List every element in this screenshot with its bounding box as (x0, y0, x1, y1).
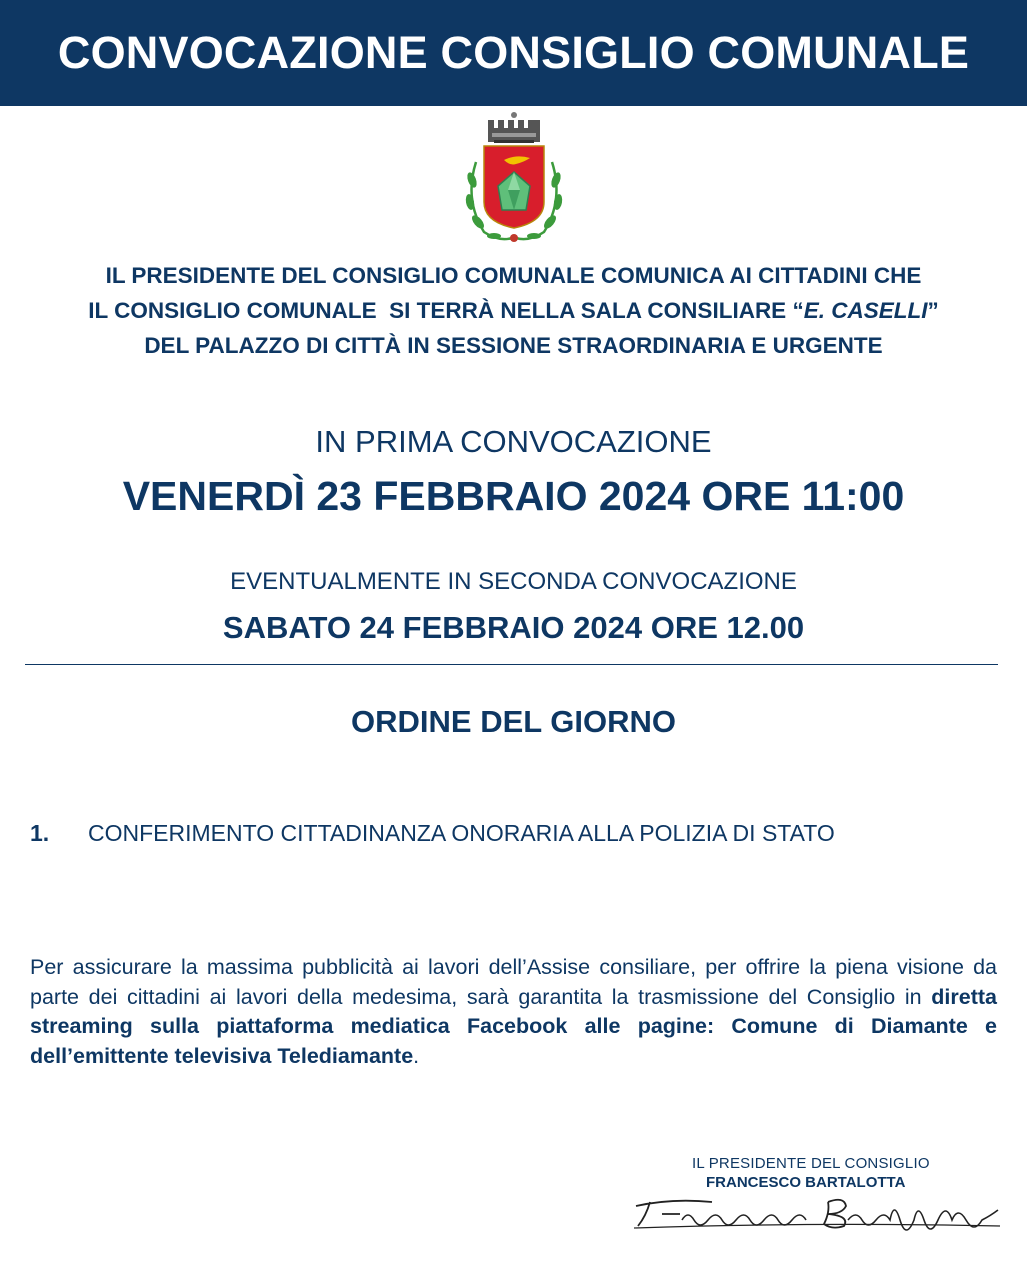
agenda-item-text: CONFERIMENTO CITTADINANZA ONORARIA ALLA POLIZIA DI STATO (88, 820, 835, 846)
intro-line-1: IL PRESIDENTE DEL CONSIGLIO COMUNALE COMUNICA AI CITTADINI CHE (105, 263, 922, 288)
intro-line-2-close: ” (927, 298, 939, 323)
first-call-date: VENERDÌ 23 FEBBRAIO 2024 ORE 11:00 (122, 473, 905, 519)
header-banner (0, 0, 1027, 106)
agenda-item-number: 1. (30, 820, 50, 846)
agenda-title: ORDINE DEL GIORNO (351, 704, 676, 739)
page-title: CONVOCAZIONE CONSIGLIO COMUNALE (57, 27, 970, 78)
notice-end: . (413, 1043, 420, 1068)
municipal-coat-of-arms-icon (454, 110, 574, 252)
agenda-item (30, 820, 835, 847)
notice-bold-text: diretta streaming sulla piattaforma mediatica Facebook alle pagine: Comune di Diamante e dell’emittente televisiva Telediamante (30, 984, 997, 1068)
signature-role: IL PRESIDENTE DEL CONSIGLIO (692, 1155, 930, 1172)
first-call-label: IN PRIMA CONVOCAZIONE (315, 424, 712, 459)
second-call-label: EVENTUALMENTE IN SECONDA CONVOCAZIONE (230, 568, 797, 595)
streaming-notice (30, 953, 997, 1071)
hall-name: E. CASELLI (803, 298, 928, 323)
intro-text (0, 258, 1027, 363)
second-call-date: SABATO 24 FEBBRAIO 2024 ORE 12.00 (222, 610, 805, 645)
intro-line-3: DEL PALAZZO DI CITTÀ IN SESSIONE STRAORDINARIA E URGENTE (144, 333, 883, 358)
notice-text: Per assicurare la massima pubblicità ai lavori dell’Assise consiliare, per offrire la piena visione da parte dei cittadini ai lavori della medesima, sarà garantita la trasmissione del Consiglio in (30, 955, 997, 1009)
handwritten-signature-icon (632, 1192, 1002, 1232)
intro-line-2-text: IL CONSIGLIO COMUNALE SI TERRÀ NELLA SALA CONSILIARE “ (88, 298, 804, 323)
signature-name: FRANCESCO BARTALOTTA (706, 1174, 906, 1191)
intro-line-2 (0, 293, 1027, 328)
divider (25, 664, 998, 665)
